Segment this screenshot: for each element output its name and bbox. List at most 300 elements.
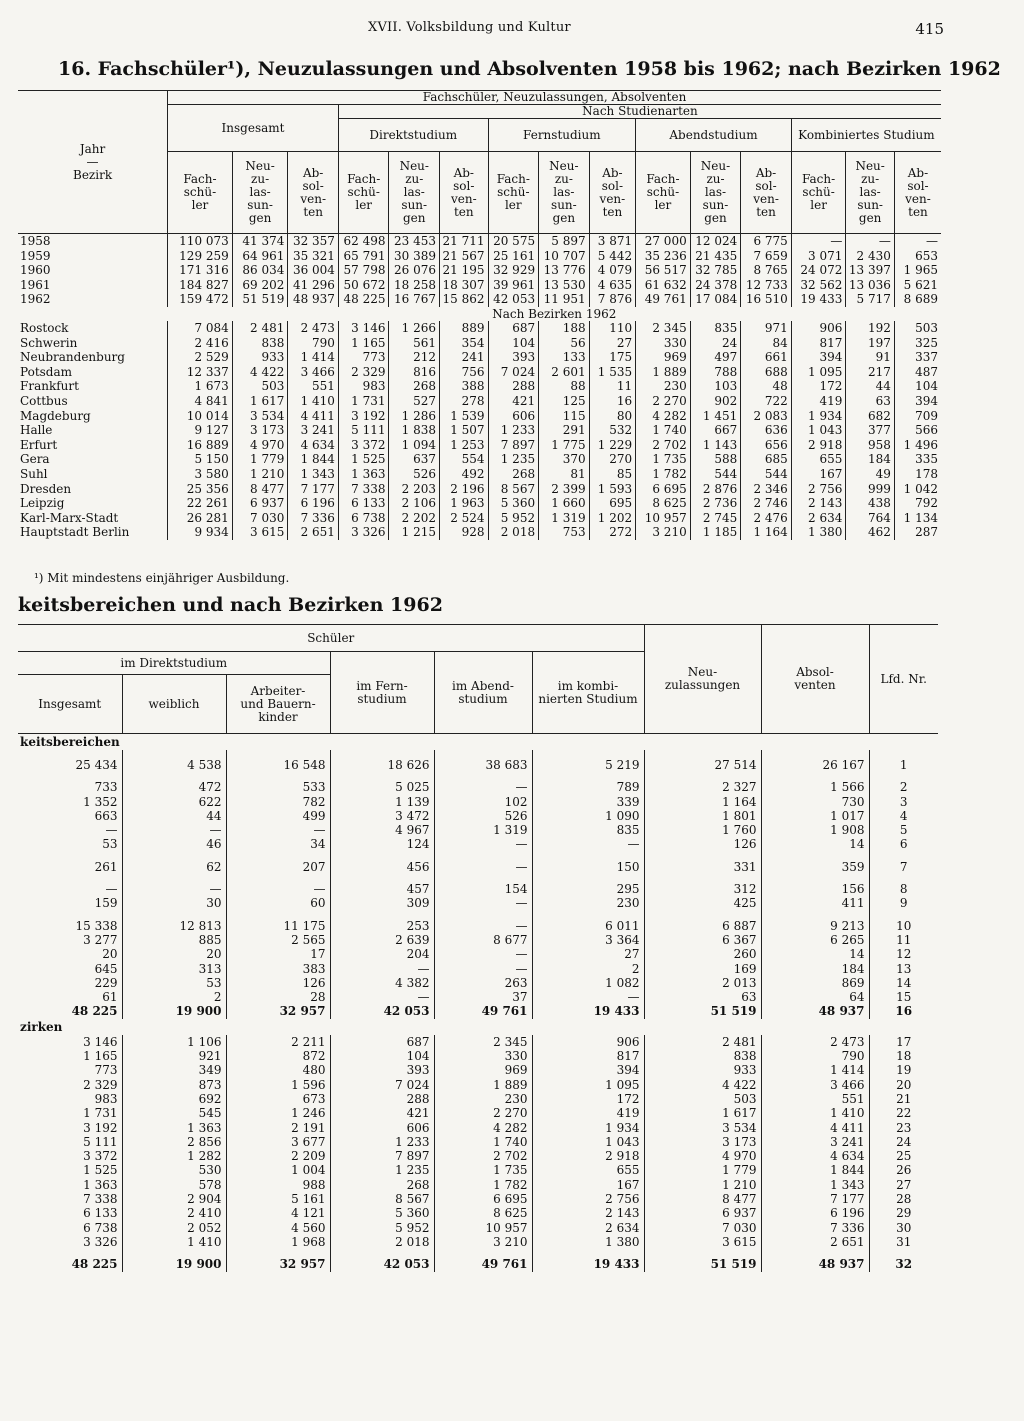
district-cell: 790: [288, 336, 339, 351]
header-lfd-nr: Lfd. Nr.: [869, 625, 938, 734]
year-cell: 49 761: [636, 292, 691, 307]
table-cell: 2 209: [226, 1149, 330, 1163]
district-cell: 22 261: [168, 496, 233, 511]
table-cell: 1 968: [226, 1235, 330, 1249]
table-cell: 6 738: [83, 1220, 118, 1235]
table-cell: 499: [226, 809, 330, 823]
year-cell: 23 453: [389, 234, 440, 249]
district-row: [18, 452, 941, 467]
year-cell: 11 951: [539, 292, 590, 307]
data-row: [18, 947, 938, 961]
data-row: [18, 1206, 938, 1220]
lfd-nr-cell: 12: [869, 947, 938, 961]
district-label: Cottbus: [20, 393, 68, 408]
year-cell: 129 259: [168, 249, 233, 264]
district-cell: 172: [791, 379, 846, 394]
table-cell: 578: [122, 1178, 226, 1192]
header-kombiniertes: Kombiniertes Studium: [791, 119, 941, 152]
table-cell: 873: [122, 1078, 226, 1092]
district-cell: 958: [846, 438, 895, 453]
lfd-nr-cell: 13: [869, 962, 938, 976]
data-row: [18, 1178, 938, 1192]
year-cell: 12 733: [741, 278, 792, 293]
district-cell: 2 651: [288, 525, 339, 540]
year-cell: 110 073: [168, 234, 233, 249]
district-cell: 84: [741, 336, 792, 351]
district-cell: 188: [539, 321, 590, 336]
district-cell: 85: [589, 467, 636, 482]
district-cell: 695: [589, 496, 636, 511]
table-cell: 48 937: [761, 1004, 869, 1018]
year-cell: 48 225: [338, 292, 389, 307]
table-cell: 1 082: [532, 976, 644, 990]
col-jahr-bezirk: [18, 91, 168, 234]
table-cell: 184: [761, 962, 869, 976]
district-cell: 337: [894, 350, 941, 365]
district-cell: 1 844: [288, 452, 339, 467]
district-row: [18, 350, 941, 365]
table-cell: 4 382: [330, 976, 434, 990]
district-cell: 1 229: [589, 438, 636, 453]
district-cell: 2 203: [389, 482, 440, 497]
district-cell: 272: [589, 525, 636, 540]
table-cell: 3 210: [434, 1235, 532, 1249]
year-cell: 57 798: [338, 263, 389, 278]
district-cell: 88: [539, 379, 590, 394]
district-cell: 1 782: [636, 467, 691, 482]
table-cell: 1 319: [434, 823, 532, 837]
district-cell: 561: [389, 336, 440, 351]
district-cell: 104: [488, 336, 539, 351]
district-cell: 1 838: [389, 423, 440, 438]
district-cell: 287: [894, 525, 941, 540]
district-cell: 335: [894, 452, 941, 467]
data-row: [18, 990, 938, 1004]
year-cell: 26 076: [389, 263, 440, 278]
district-cell: 1 934: [791, 409, 846, 424]
year-label: 1961: [20, 277, 51, 292]
district-cell: 291: [539, 423, 590, 438]
table-cell: 2 918: [532, 1149, 644, 1163]
table-cell: 6 196: [761, 1206, 869, 1220]
district-cell: 656: [741, 438, 792, 453]
lfd-nr-cell: 24: [869, 1135, 938, 1149]
table-cell: 349: [122, 1063, 226, 1077]
year-cell: 5 717: [846, 292, 895, 307]
year-cell: 48 937: [288, 292, 339, 307]
district-cell: 330: [636, 336, 691, 351]
year-label: 1960: [20, 263, 51, 278]
data-row: [18, 795, 938, 809]
table-cell: 48 937: [761, 1257, 869, 1271]
district-cell: 1 617: [232, 394, 288, 409]
table-cell: 102: [434, 795, 532, 809]
data-row: [18, 976, 938, 990]
data-row: [18, 1135, 938, 1149]
table-cell: 1 363: [83, 1177, 118, 1192]
header-schueler: Schüler: [18, 625, 644, 652]
lfd-nr-cell: 8: [869, 882, 938, 896]
district-cell: 2 202: [389, 511, 440, 526]
table-cell: 1 139: [330, 795, 434, 809]
lfd-nr-cell: 19: [869, 1063, 938, 1077]
district-cell: 8 477: [232, 482, 288, 497]
table-cell: 1 735: [434, 1163, 532, 1177]
district-cell: 2 346: [741, 482, 792, 497]
district-cell: 492: [440, 467, 489, 482]
district-cell: 722: [741, 394, 792, 409]
table-cell: 782: [226, 795, 330, 809]
table-cell: 34: [226, 837, 330, 851]
district-cell: 6 937: [232, 496, 288, 511]
header-weiblich: weiblich: [122, 675, 226, 734]
year-cell: 171 316: [168, 263, 233, 278]
lfd-nr-cell: 9: [869, 896, 938, 910]
district-cell: 667: [690, 423, 741, 438]
table-cell: 480: [226, 1063, 330, 1077]
district-cell: 682: [846, 409, 895, 424]
district-cell: 167: [791, 467, 846, 482]
table-cell: 51 519: [644, 1004, 761, 1018]
district-row: [18, 525, 941, 540]
district-cell: 8 625: [636, 496, 691, 511]
table-cell: 26 167: [761, 758, 869, 772]
district-cell: 709: [894, 409, 941, 424]
table-cell: 60: [226, 896, 330, 910]
subheader-direkt-fach: Fach- schü- ler: [338, 152, 389, 234]
table-cell: 14: [761, 837, 869, 851]
table-cell: 3 277: [83, 932, 118, 947]
table-cell: 3 466: [761, 1078, 869, 1092]
district-cell: 2 196: [440, 482, 489, 497]
header-kombiniert-2: im kombi- nierten Studium: [532, 652, 644, 734]
district-cell: 2 634: [791, 511, 846, 526]
table-cell: 11 175: [226, 919, 330, 933]
year-cell: 39 961: [488, 278, 539, 293]
district-cell: 889: [440, 321, 489, 336]
lfd-nr-cell: 15: [869, 990, 938, 1004]
table-cell: 456: [330, 860, 434, 874]
district-cell: 438: [846, 496, 895, 511]
table-cell: 526: [434, 809, 532, 823]
year-cell: 27 000: [636, 234, 691, 249]
district-cell: 906: [791, 321, 846, 336]
district-cell: 394: [894, 394, 941, 409]
district-cell: 2 329: [338, 365, 389, 380]
lfd-nr-cell: 1: [869, 758, 938, 772]
table-cell: 64: [761, 990, 869, 1004]
district-cell: 1 507: [440, 423, 489, 438]
district-cell: 81: [539, 467, 590, 482]
table-cell: 1 363: [122, 1121, 226, 1135]
table-cell: 1 210: [644, 1178, 761, 1192]
district-cell: 503: [894, 321, 941, 336]
lfd-nr-cell: 21: [869, 1092, 938, 1106]
year-cell: 4 635: [589, 278, 636, 293]
data-row: [18, 837, 938, 851]
table-cell: 1 779: [644, 1163, 761, 1177]
table-cell: 19 433: [532, 1004, 644, 1018]
lfd-nr-cell: 11: [869, 933, 938, 947]
table-cell: 2 565: [226, 933, 330, 947]
table-cell: 28: [226, 990, 330, 1004]
table-cell: 7 336: [761, 1221, 869, 1235]
table-cell: 3 173: [644, 1135, 761, 1149]
district-cell: 969: [636, 350, 691, 365]
district-row: [18, 482, 941, 497]
district-cell: 184: [846, 452, 895, 467]
year-cell: —: [894, 234, 941, 249]
table-cell: 3 677: [226, 1135, 330, 1149]
district-cell: 10 957: [636, 511, 691, 526]
district-cell: 6 196: [288, 496, 339, 511]
district-cell: 1 266: [389, 321, 440, 336]
district-cell: 4 841: [168, 394, 233, 409]
district-cell: 655: [791, 452, 846, 467]
table-cell: 260: [644, 947, 761, 961]
year-cell: 16 510: [741, 292, 792, 307]
table-cell: 4 560: [226, 1221, 330, 1235]
table-cell: 551: [761, 1092, 869, 1106]
table-cell: 1 410: [761, 1106, 869, 1120]
district-cell: 10 014: [168, 409, 233, 424]
year-cell: 62 498: [338, 234, 389, 249]
district-cell: 1 889: [636, 365, 691, 380]
table-cell: 457: [330, 882, 434, 896]
district-cell: 388: [440, 379, 489, 394]
table-cell: 1 566: [761, 780, 869, 794]
district-cell: 526: [389, 467, 440, 482]
table-cell: 921: [122, 1049, 226, 1063]
data-row: [18, 1192, 938, 1206]
district-row: [18, 438, 941, 453]
table-cell: 17: [226, 947, 330, 961]
year-cell: 16 767: [389, 292, 440, 307]
lfd-nr-cell: 4: [869, 809, 938, 823]
data-row: [18, 1149, 938, 1163]
table-cell: 606: [330, 1121, 434, 1135]
year-cell: 13 530: [539, 278, 590, 293]
district-cell: 7 030: [232, 511, 288, 526]
district-row: [18, 365, 941, 380]
table-cell: 5 952: [330, 1221, 434, 1235]
table-cell: 2 327: [644, 780, 761, 794]
table-cell: 229: [94, 975, 118, 990]
header-fernstudium-2: im Fern- studium: [330, 652, 434, 734]
district-cell: 7 084: [168, 321, 233, 336]
table-cell: 7 030: [644, 1221, 761, 1235]
table-cell: 1 164: [644, 795, 761, 809]
subheader-insgesamt-fach: Fach- schü- ler: [168, 152, 233, 234]
table-cell: 2 191: [226, 1121, 330, 1135]
year-cell: 5 621: [894, 278, 941, 293]
header-abendstudium-2: im Abend- studium: [434, 652, 532, 734]
district-cell: 2 270: [636, 394, 691, 409]
table-cell: —: [226, 882, 330, 896]
table-cell: 419: [532, 1106, 644, 1120]
header-top: Fachschüler, Neuzulassungen, Absolventen: [168, 91, 941, 105]
table-cell: 2 904: [122, 1192, 226, 1206]
table-cell: 2 143: [532, 1206, 644, 1220]
year-cell: 30 389: [389, 249, 440, 264]
district-cell: 7 177: [288, 482, 339, 497]
table-cell: 4 634: [761, 1149, 869, 1163]
table-cell: 1 233: [330, 1135, 434, 1149]
data-row: [18, 758, 938, 772]
district-cell: 2 918: [791, 438, 846, 453]
table-cell: —: [434, 780, 532, 794]
lfd-nr-cell: 20: [869, 1078, 938, 1092]
district-cell: 2 399: [539, 482, 590, 497]
year-cell: 5 442: [589, 249, 636, 264]
table-cell: 7 897: [330, 1149, 434, 1163]
district-cell: 8 567: [488, 482, 539, 497]
table-cell: 150: [532, 860, 644, 874]
year-cell: 65 791: [338, 249, 389, 264]
district-cell: 212: [389, 350, 440, 365]
subheader-kombi-neu: Neu- zu- las- sun- gen: [846, 152, 895, 234]
table-cell: 18 626: [330, 758, 434, 772]
table-cell: 63: [644, 990, 761, 1004]
district-cell: 1 525: [338, 452, 389, 467]
district-cell: 230: [636, 379, 691, 394]
district-label: Rostock: [20, 320, 69, 335]
data-row: [18, 882, 938, 896]
table-cell: 330: [434, 1049, 532, 1063]
table-cell: 645: [94, 961, 118, 976]
header-neuzulassungen: Neu- zulassungen: [644, 625, 761, 734]
header-insgesamt-2: Insgesamt: [18, 675, 122, 734]
table-cell: 1 760: [644, 823, 761, 837]
table-cell: 48 225: [71, 1257, 118, 1272]
district-cell: 1 210: [232, 467, 288, 482]
year-cell: 13 397: [846, 263, 895, 278]
table-cell: 49 761: [434, 1004, 532, 1018]
year-cell: 21 711: [440, 234, 489, 249]
year-cell: 7 659: [741, 249, 792, 264]
year-cell: 41 296: [288, 278, 339, 293]
data-row: [18, 780, 938, 794]
district-cell: 637: [389, 452, 440, 467]
table-cell: 156: [761, 882, 869, 896]
district-row: [18, 423, 941, 438]
table-cell: 2 639: [330, 933, 434, 947]
district-label: Halle: [20, 423, 53, 438]
district-cell: 1 660: [539, 496, 590, 511]
table-cell: 421: [330, 1106, 434, 1120]
district-cell: 44: [846, 379, 895, 394]
table-cell: 1 043: [532, 1135, 644, 1149]
table-cell: —: [434, 860, 532, 874]
table-cell: 2: [122, 990, 226, 1004]
district-cell: 588: [690, 452, 741, 467]
district-cell: 1 233: [488, 423, 539, 438]
district-label: Neubrandenburg: [20, 350, 125, 365]
district-cell: 288: [488, 379, 539, 394]
district-cell: 25 356: [168, 482, 233, 497]
data-row: [18, 1163, 938, 1177]
district-cell: 48: [741, 379, 792, 394]
year-cell: 8 765: [741, 263, 792, 278]
district-cell: 3 241: [288, 423, 339, 438]
table-cell: 32 957: [226, 1257, 330, 1271]
table-cell: 230: [434, 1092, 532, 1106]
year-label: 1962: [20, 292, 51, 307]
district-cell: 6 695: [636, 482, 691, 497]
year-cell: —: [846, 234, 895, 249]
district-cell: 197: [846, 336, 895, 351]
district-cell: 56: [539, 336, 590, 351]
table-cell: 4 282: [434, 1121, 532, 1135]
data-row: [18, 1221, 938, 1235]
district-cell: 1 735: [636, 452, 691, 467]
table-cell: 19 433: [532, 1257, 644, 1271]
table-cell: —: [330, 962, 434, 976]
table-cell: 6 265: [761, 933, 869, 947]
table-cell: —: [122, 823, 226, 837]
data-row: [18, 860, 938, 874]
table-cell: 692: [122, 1092, 226, 1106]
district-cell: 3 146: [338, 321, 389, 336]
district-cell: 2 756: [791, 482, 846, 497]
district-cell: 3 326: [338, 525, 389, 540]
table-cell: 167: [532, 1178, 644, 1192]
subheader-kombi-fach: Fach- schü- ler: [791, 152, 846, 234]
district-cell: 1 164: [741, 525, 792, 540]
table-cell: 1 095: [532, 1078, 644, 1092]
district-cell: 1 134: [894, 511, 941, 526]
table2: [18, 624, 938, 1272]
year-cell: 5 897: [539, 234, 590, 249]
table-cell: —: [434, 837, 532, 851]
district-cell: 9 127: [168, 423, 233, 438]
table-cell: 124: [330, 837, 434, 851]
district-cell: 661: [741, 350, 792, 365]
district-cell: 278: [440, 394, 489, 409]
table-cell: 331: [644, 860, 761, 874]
table-cell: 2 756: [532, 1192, 644, 1206]
lfd-nr-cell: 27: [869, 1178, 938, 1192]
table-cell: 1 414: [761, 1063, 869, 1077]
district-cell: 1 731: [338, 394, 389, 409]
district-cell: 268: [389, 379, 440, 394]
table-cell: 16 548: [226, 758, 330, 772]
table-cell: 5 360: [330, 1206, 434, 1220]
table-cell: 2 702: [434, 1149, 532, 1163]
table-cell: 2 481: [644, 1035, 761, 1049]
table-cell: 309: [330, 896, 434, 910]
table-cell: 37: [434, 990, 532, 1004]
data-row: [18, 1092, 938, 1106]
table-cell: 2 329: [83, 1077, 118, 1092]
district-cell: 268: [488, 467, 539, 482]
lfd-nr-cell: 30: [869, 1221, 938, 1235]
district-cell: 902: [690, 394, 741, 409]
district-cell: 1 042: [894, 482, 941, 497]
year-cell: 19 433: [791, 292, 846, 307]
table-cell: 20: [102, 947, 118, 962]
district-cell: 394: [791, 350, 846, 365]
table-cell: 885: [122, 933, 226, 947]
table-cell: 472: [122, 780, 226, 794]
district-cell: 2 106: [389, 496, 440, 511]
table-cell: 4 422: [644, 1078, 761, 1092]
district-cell: 49: [846, 467, 895, 482]
table-cell: 12 813: [122, 919, 226, 933]
table-cell: —: [122, 882, 226, 896]
district-cell: 1 451: [690, 409, 741, 424]
table-cell: 15 338: [75, 918, 118, 933]
